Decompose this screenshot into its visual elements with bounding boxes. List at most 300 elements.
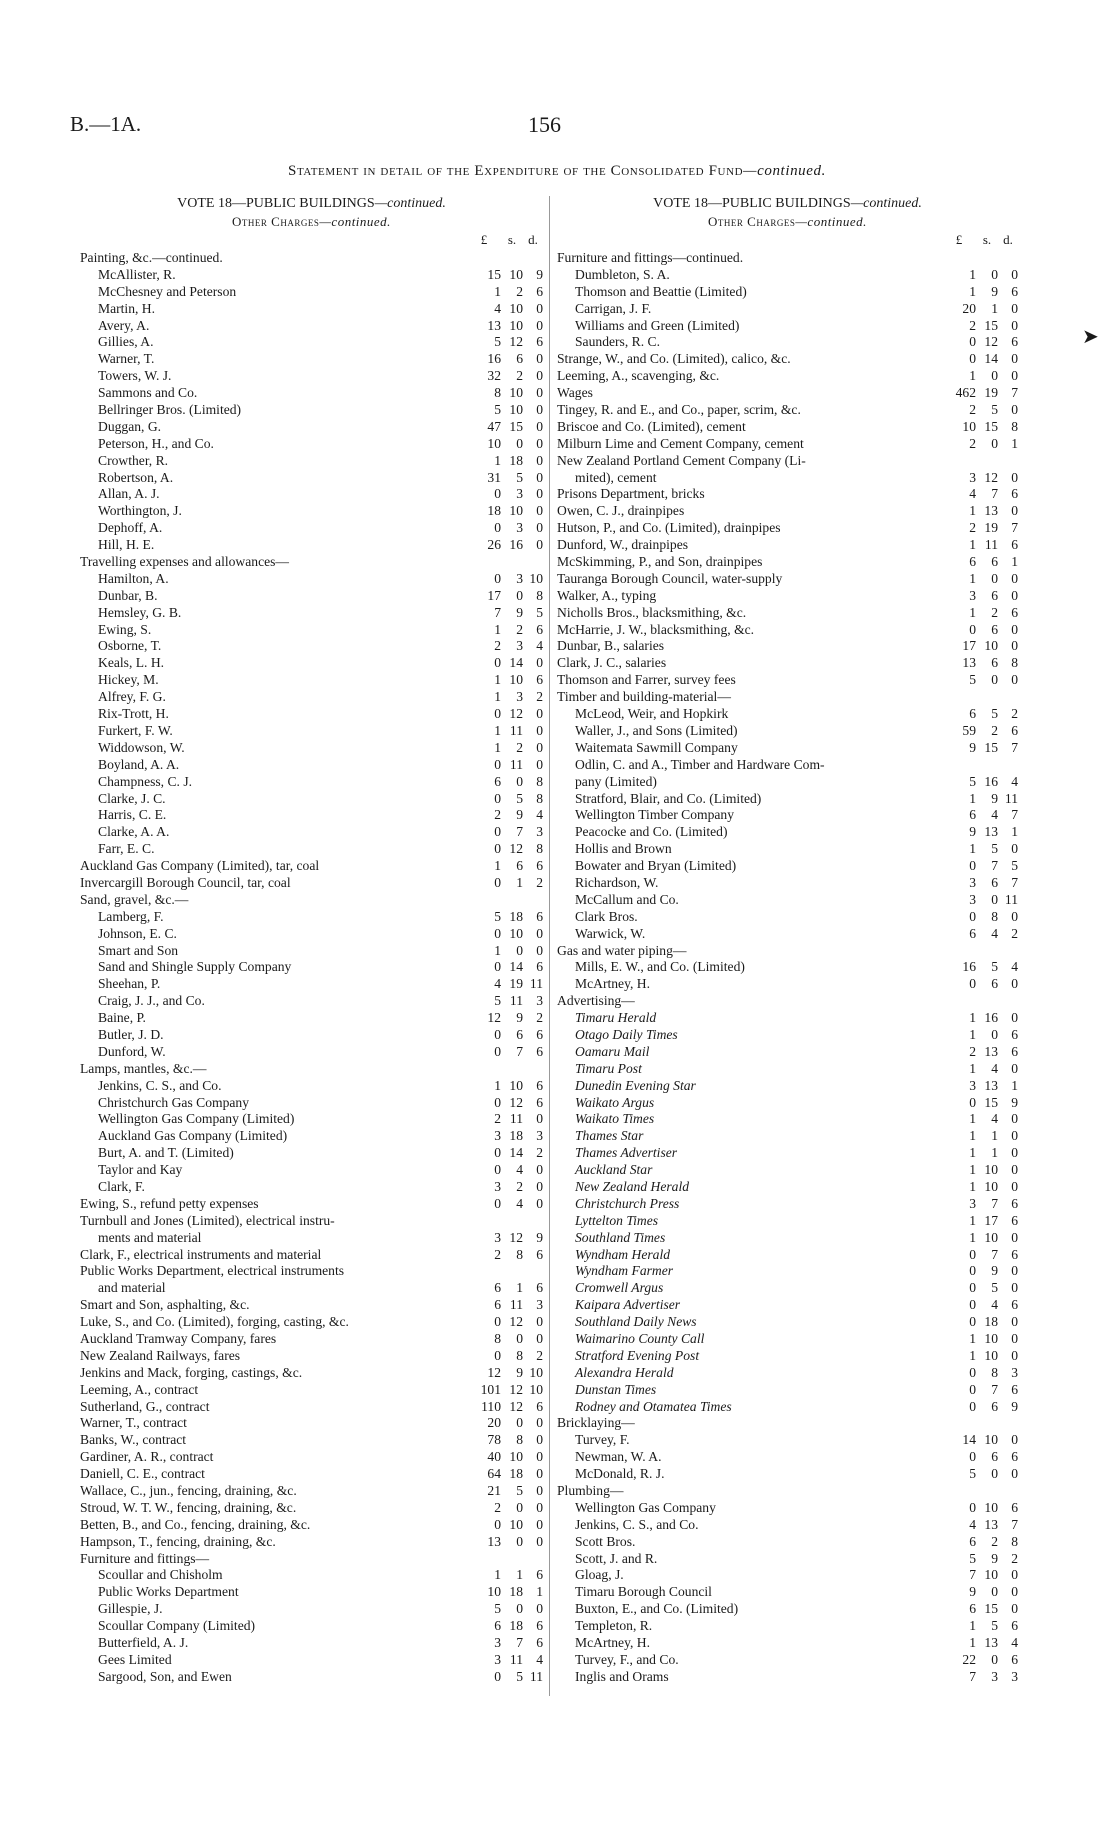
table-row: [557, 301, 1018, 318]
amount-shillings: [501, 250, 523, 267]
payee-label: Nicholls Bros., blacksmithing, &c.: [557, 604, 747, 620]
amount-pence: 0: [1011, 300, 1018, 316]
amount-shillings: 9: [516, 807, 523, 823]
table-row: [557, 1331, 1018, 1348]
currency-units: [557, 232, 1018, 250]
table-row: [557, 453, 1018, 470]
table-row: [80, 318, 543, 335]
amount-pence: 0: [536, 469, 543, 485]
table-row: [557, 1179, 1018, 1196]
amount-pence: 0: [1011, 1584, 1018, 1600]
amount-pence: 6: [536, 1567, 543, 1583]
amount-pence: 1: [536, 1584, 543, 1600]
payee-label: Warner, T.: [98, 351, 155, 367]
table-row: [80, 926, 543, 943]
amount-pounds: 3: [969, 1195, 976, 1211]
amount-pence: 0: [1011, 1280, 1018, 1296]
amount-pounds: 20: [487, 1415, 501, 1431]
amount-pounds: 1: [969, 1162, 976, 1178]
amount-pounds: 22: [962, 1651, 976, 1667]
payee-label: Thames Advertiser: [575, 1145, 678, 1161]
amount-pounds: 0: [969, 1246, 976, 1262]
amount-shillings: 12: [509, 1381, 523, 1397]
amount-pounds: 1: [969, 1618, 976, 1634]
table-row: [557, 1365, 1018, 1382]
amount-pence: 1: [1011, 824, 1018, 840]
table-row: [80, 1618, 543, 1635]
amount-shillings: 6: [991, 1449, 998, 1465]
amount-shillings: 19: [984, 520, 998, 536]
amount-pence: 6: [536, 1077, 543, 1093]
amount-pence: 6: [536, 1398, 543, 1414]
amount-shillings: 10: [984, 1499, 998, 1515]
amount-shillings: 14: [984, 351, 998, 367]
amount-shillings: 0: [991, 368, 998, 384]
amount-shillings: 0: [516, 1331, 523, 1346]
amount-pence: 6: [1011, 1026, 1018, 1042]
payee-label: Martin, H.: [98, 300, 156, 316]
amount-pounds: 9: [969, 739, 976, 755]
payee-label: McDonald, R. J.: [575, 1466, 665, 1482]
amount-pounds: 1: [969, 841, 976, 857]
payee-label: Bricklaying—: [557, 1415, 635, 1431]
amount-pence: 6: [1011, 1043, 1018, 1059]
table-row: [80, 976, 543, 993]
amount-pence: 0: [536, 300, 543, 316]
amount-shillings: 10: [509, 1516, 523, 1532]
amount-shillings: 3: [516, 520, 523, 536]
amount-pence: 6: [1011, 722, 1018, 738]
amount-pence: [523, 1551, 543, 1568]
unit-shillings: s.: [982, 232, 992, 247]
amount-pounds: 0: [494, 1668, 501, 1684]
amount-pounds: 1: [969, 1331, 976, 1346]
table-row: [557, 1500, 1018, 1517]
table-row: [80, 1635, 543, 1652]
amount-pounds: 32: [487, 368, 501, 384]
amount-pence: 3: [536, 824, 543, 840]
payee-label: McArtney, H.: [575, 1635, 650, 1651]
amount-shillings: 8: [516, 1347, 523, 1363]
table-row: [557, 672, 1018, 689]
amount-shillings: 12: [984, 334, 998, 350]
amount-shillings: 18: [509, 908, 523, 924]
table-row: [80, 1213, 543, 1230]
amount-shillings: 4: [991, 1111, 998, 1127]
amount-shillings: 14: [509, 1145, 523, 1161]
table-row: [80, 909, 543, 926]
amount-shillings: 7: [516, 1043, 523, 1059]
amount-pence: 8: [1011, 1533, 1018, 1549]
amount-pounds: 12: [487, 1010, 501, 1026]
payee-label: Otago Daily Times: [575, 1026, 678, 1042]
amount-pounds: 13: [962, 655, 976, 671]
amount-pounds: 4: [494, 300, 501, 316]
amount-pence: 2: [1011, 925, 1018, 941]
amount-pounds: 13: [487, 317, 501, 333]
amount-pounds: 0: [969, 1280, 976, 1296]
amount-pence: 2: [1011, 706, 1018, 722]
table-row: [80, 267, 543, 284]
table-row: [557, 1584, 1018, 1601]
payee-label: Hickey, M.: [98, 672, 159, 688]
amount-pence: 10: [529, 1364, 543, 1380]
amount-shillings: 7: [991, 1195, 998, 1211]
amount-shillings: 12: [984, 469, 998, 485]
table-row: [80, 892, 543, 909]
payee-label: Burt, A. and T. (Limited): [98, 1145, 234, 1161]
payee-label: Stratford Evening Post: [575, 1347, 700, 1363]
amount-pence: 0: [1011, 1145, 1018, 1161]
payee-label: Hamilton, A.: [98, 570, 169, 586]
table-row: [557, 1314, 1018, 1331]
amount-pounds: 462: [955, 385, 976, 401]
payee-label: Boyland, A. A.: [98, 756, 180, 772]
amount-shillings: [976, 453, 998, 470]
amount-pence: 0: [536, 418, 543, 434]
payee-label: Wallace, C., jun., fencing, draining, &c.: [80, 1483, 297, 1499]
amount-pence: 8: [1011, 655, 1018, 671]
amount-pence: 6: [1011, 1246, 1018, 1262]
amount-pence: 6: [1011, 486, 1018, 502]
table-row: [80, 571, 543, 588]
amount-shillings: 4: [991, 925, 998, 941]
amount-pence: [523, 1061, 543, 1078]
amount-pence: 3: [1011, 1668, 1018, 1684]
amount-pounds: 17: [962, 638, 976, 654]
amount-pounds: 0: [494, 570, 501, 586]
amount-shillings: 15: [984, 1094, 998, 1110]
table-row: [557, 1466, 1018, 1483]
payee-label: Southland Times: [575, 1229, 666, 1245]
amount-shillings: 10: [509, 300, 523, 316]
amount-pence: 6: [536, 1635, 543, 1651]
table-row: [557, 318, 1018, 335]
table-row: [80, 1567, 543, 1584]
table-row: [557, 993, 1018, 1010]
amount-shillings: 2: [516, 621, 523, 637]
amount-shillings: 10: [509, 672, 523, 688]
amount-shillings: 16: [984, 1010, 998, 1026]
amount-shillings: 10: [984, 1567, 998, 1583]
amount-shillings: 13: [984, 1635, 998, 1651]
table-row: [557, 1061, 1018, 1078]
payee-label: Turvey, F., and Co.: [575, 1651, 679, 1667]
amount-shillings: 4: [991, 1297, 998, 1313]
payee-label: Lamps, mantles, &c.—: [80, 1060, 207, 1076]
amount-shillings: 2: [516, 1178, 523, 1194]
amount-pounds: 1: [969, 1010, 976, 1026]
amount-pence: 0: [536, 435, 543, 451]
amount-pounds: 0: [494, 1195, 501, 1211]
amount-pence: 9: [1011, 1398, 1018, 1414]
table-row: [557, 351, 1018, 368]
amount-pence: 6: [1011, 283, 1018, 299]
amount-pounds: 0: [969, 351, 976, 367]
payee-label: Gillespie, J.: [98, 1601, 163, 1617]
amount-pence: 0: [1011, 976, 1018, 992]
amount-pounds: 1: [969, 570, 976, 586]
amount-pence: 0: [1011, 1060, 1018, 1076]
amount-pence: 0: [1011, 1567, 1018, 1583]
table-row: [80, 1483, 543, 1500]
payee-label: Timaru Herald: [575, 1010, 657, 1026]
amount-pence: 6: [1011, 1195, 1018, 1211]
amount-pence: [523, 250, 543, 267]
payee-label: Leeming, A., contract: [80, 1381, 199, 1397]
table-row: [80, 1095, 543, 1112]
amount-pence: 0: [1011, 1162, 1018, 1178]
amount-pounds: 1: [494, 858, 501, 874]
amount-shillings: 8: [991, 1364, 998, 1380]
payee-label: Betten, B., and Co., fencing, draining, &c.: [80, 1516, 311, 1532]
amount-pence: 0: [1011, 1314, 1018, 1330]
amount-shillings: 0: [991, 1026, 998, 1042]
amount-shillings: 2: [991, 1533, 998, 1549]
margin-mark-icon: ➤: [1082, 326, 1099, 348]
amount-pounds: 1: [969, 604, 976, 620]
payee-label: Waikato Times: [575, 1111, 655, 1127]
payee-label: Smart and Son: [98, 942, 179, 958]
amount-pounds: 1: [969, 1145, 976, 1161]
amount-pounds: 2: [494, 807, 501, 823]
amount-pence: 0: [1011, 908, 1018, 924]
table-row: [80, 554, 543, 571]
table-row: [80, 1128, 543, 1145]
amount-shillings: 7: [516, 824, 523, 840]
amount-pounds: 6: [494, 1280, 501, 1296]
amount-pence: 6: [1011, 1297, 1018, 1313]
amount-pounds: 1: [969, 1026, 976, 1042]
amount-pence: 8: [536, 841, 543, 857]
amount-pence: 0: [536, 537, 543, 553]
amount-shillings: 19: [984, 385, 998, 401]
amount-shillings: 11: [509, 993, 523, 1009]
amount-pounds: 40: [487, 1449, 501, 1465]
amount-pence: [523, 1213, 543, 1230]
amount-pounds: 13: [487, 1533, 501, 1549]
amount-pence: 1: [1011, 435, 1018, 451]
amount-pounds: 0: [494, 841, 501, 857]
amount-pence: [523, 892, 543, 909]
amount-shillings: 18: [509, 452, 523, 468]
payee-label: Tingey, R. and E., and Co., paper, scrim, &c.: [557, 402, 801, 418]
amount-pence: 9: [1011, 1094, 1018, 1110]
payee-label: Odlin, C. and A., Timber and Hardware Com-: [575, 756, 825, 772]
subheading-suffix: —continued.: [319, 214, 391, 229]
payee-label: Towers, W. J.: [98, 368, 172, 384]
amount-shillings: 12: [509, 1094, 523, 1110]
table-row: [557, 436, 1018, 453]
amount-pounds: [942, 757, 976, 774]
amount-pounds: [942, 993, 976, 1010]
right-column: [557, 196, 1018, 1686]
payee-label: McSkimming, P., and Son, drainpipes: [557, 554, 763, 570]
payee-label: Gardiner, A. R., contract: [80, 1449, 214, 1465]
amount-shillings: 4: [516, 1162, 523, 1178]
amount-shillings: 14: [509, 655, 523, 671]
amount-pence: 6: [536, 1094, 543, 1110]
amount-pounds: [942, 453, 976, 470]
amount-pence: 0: [1011, 1263, 1018, 1279]
payee-label: Waikato Argus: [575, 1094, 655, 1110]
amount-shillings: 6: [516, 858, 523, 874]
unit-shillings: s.: [507, 232, 517, 247]
amount-pence: 0: [1011, 368, 1018, 384]
payee-label: Wyndham Herald: [575, 1246, 671, 1262]
amount-pounds: 1: [494, 672, 501, 688]
amount-pounds: 0: [969, 334, 976, 350]
amount-pence: 0: [536, 1195, 543, 1211]
table-row: [80, 791, 543, 808]
statement-title-text: Statement in detail of the Expenditure of the Consolidated Fund: [288, 163, 744, 179]
table-row: [557, 486, 1018, 503]
table-row: [557, 1399, 1018, 1416]
table-row: [557, 368, 1018, 385]
amount-pounds: 1: [969, 503, 976, 519]
amount-shillings: 15: [509, 418, 523, 434]
table-row: [80, 1500, 543, 1517]
payee-label: Templeton, R.: [575, 1618, 653, 1634]
amount-pence: 0: [536, 655, 543, 671]
payee-label: Scott, J. and R.: [575, 1550, 658, 1566]
amount-shillings: 10: [509, 1449, 523, 1465]
amount-pounds: 1: [969, 1212, 976, 1228]
amount-pounds: 0: [969, 1364, 976, 1380]
amount-pounds: 2: [494, 1111, 501, 1127]
amount-shillings: 6: [991, 1398, 998, 1414]
table-row: [80, 1044, 543, 1061]
payee-label: Kaipara Advertiser: [575, 1297, 681, 1313]
amount-pence: 0: [1011, 1601, 1018, 1617]
amount-pence: 7: [1011, 874, 1018, 890]
amount-shillings: 6: [991, 587, 998, 603]
amount-pounds: 1: [969, 1111, 976, 1127]
payee-label: Luke, S., and Co. (Limited), forging, casting, &c.: [80, 1314, 349, 1330]
table-row: [557, 1247, 1018, 1264]
amount-pence: 7: [1011, 1516, 1018, 1532]
amount-pounds: 0: [494, 1145, 501, 1161]
amount-pounds: 10: [487, 1584, 501, 1600]
payee-label: Warwick, W.: [575, 925, 646, 941]
amount-pence: 6: [536, 621, 543, 637]
amount-pence: 6: [1011, 1618, 1018, 1634]
payee-label: Ewing, S.: [98, 621, 152, 637]
payee-label: Lyttelton Times: [575, 1212, 659, 1228]
amount-pence: 0: [536, 1162, 543, 1178]
payee-label: Auckland Gas Company (Limited): [98, 1128, 288, 1144]
amount-pence: 9: [536, 1229, 543, 1245]
payee-label: Walker, A., typing: [557, 587, 657, 603]
amount-pounds: 0: [494, 874, 501, 890]
amount-shillings: 0: [991, 1466, 998, 1482]
table-row: [80, 1365, 543, 1382]
table-row: [557, 638, 1018, 655]
table-row: [80, 638, 543, 655]
amount-shillings: [976, 757, 998, 774]
amount-shillings: 12: [509, 1314, 523, 1330]
amount-shillings: 10: [509, 1077, 523, 1093]
amount-pence: 0: [536, 1516, 543, 1532]
amount-shillings: 18: [509, 1466, 523, 1482]
amount-pence: 0: [536, 452, 543, 468]
amount-shillings: 1: [516, 1567, 523, 1583]
amount-shillings: 11: [509, 1651, 523, 1667]
amount-pence: 0: [536, 739, 543, 755]
payee-label: Sutherland, G., contract: [80, 1398, 210, 1414]
table-row: [557, 537, 1018, 554]
amount-pounds: 9: [969, 824, 976, 840]
table-row: [80, 774, 543, 791]
payee-label: Hill, H. E.: [98, 537, 155, 553]
table-row: [557, 1618, 1018, 1635]
amount-pence: 0: [536, 925, 543, 941]
payee-label: Stratford, Blair, and Co. (Limited): [575, 790, 762, 806]
payee-label: Milburn Lime and Cement Company, cement: [557, 435, 804, 451]
amount-shillings: 3: [516, 638, 523, 654]
amount-pence: 0: [536, 1415, 543, 1431]
payee-label: Clark Bros.: [575, 908, 638, 924]
amount-shillings: 11: [509, 756, 523, 772]
table-row: [80, 1466, 543, 1483]
table-row: [80, 1348, 543, 1365]
payee-label: Williams and Green (Limited): [575, 317, 740, 333]
payee-label: Bellringer Bros. (Limited): [98, 402, 242, 418]
payee-label: Dunford, W., drainpipes: [557, 537, 689, 553]
amount-pence: 4: [536, 807, 543, 823]
payee-label: Butterfield, A. J.: [98, 1635, 189, 1651]
amount-shillings: 10: [984, 1331, 998, 1346]
table-row: [80, 486, 543, 503]
amount-pounds: 18: [487, 503, 501, 519]
amount-pence: 3: [536, 1297, 543, 1313]
payee-label: Advertising—: [557, 993, 635, 1009]
table-row: [80, 875, 543, 892]
amount-pounds: 14: [962, 1432, 976, 1448]
payee-label: Baine, P.: [98, 1010, 146, 1026]
amount-pence: 6: [536, 1246, 543, 1262]
amount-pounds: 0: [494, 756, 501, 772]
payee-label: Jenkins, C. S., and Co.: [575, 1516, 699, 1532]
payee-label: Sheehan, P.: [98, 976, 161, 992]
amount-pounds: 1: [494, 722, 501, 738]
payee-label: New Zealand Portland Cement Company (Li-: [557, 452, 806, 468]
payee-label: Butler, J. D.: [98, 1026, 164, 1042]
amount-pounds: 47: [487, 418, 501, 434]
table-row: [557, 723, 1018, 740]
payee-label: Keals, L. H.: [98, 655, 165, 671]
payee-label: Hutson, P., and Co. (Limited), drainpipes: [557, 520, 781, 536]
payee-label: Hemsley, G. B.: [98, 604, 182, 620]
payee-label: Sargood, Son, and Ewen: [98, 1668, 232, 1684]
amount-shillings: 12: [509, 1398, 523, 1414]
amount-pence: 9: [536, 266, 543, 282]
amount-pence: 0: [536, 385, 543, 401]
amount-pence: 6: [536, 1280, 543, 1296]
amount-pence: 5: [1011, 858, 1018, 874]
amount-pence: 2: [1011, 1550, 1018, 1566]
amount-pounds: 2: [969, 402, 976, 418]
amount-pence: 2: [536, 1010, 543, 1026]
table-row: [557, 1196, 1018, 1213]
amount-pounds: 1: [494, 689, 501, 705]
table-row: [557, 588, 1018, 605]
payee-label: Public Works Department, electrical instruments: [80, 1263, 345, 1279]
table-row: [557, 385, 1018, 402]
payee-label: Timber and building-material—: [557, 689, 731, 705]
currency-units: [80, 232, 543, 250]
amount-shillings: 15: [984, 1601, 998, 1617]
